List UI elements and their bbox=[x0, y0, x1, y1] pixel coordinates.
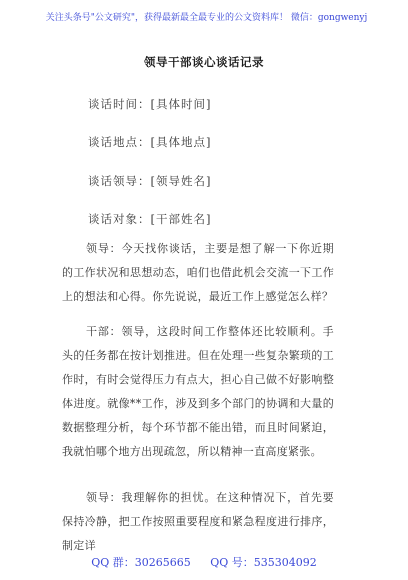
footer-contact bbox=[0, 554, 408, 570]
paragraph-leader-1: 领导：今天找你谈话，主要是想了解一下你近期的工作状况和思想动态，咱们也借此机会交流一下工作上的想法和心得。你先说说，最近工作上感觉怎么样？ bbox=[62, 242, 334, 303]
footer-qq-group: QQ 群：30265665 bbox=[91, 556, 191, 569]
footer-qq-number: QQ 号：535304092 bbox=[210, 556, 317, 569]
meta-location: 谈话地点：[具体地点] bbox=[88, 135, 212, 149]
paragraph-leader-2: 领导：我理解你的担忧。在这种情况下，首先要保持冷静，把工作按照重要程度和紧急程度进行排序，制定详 bbox=[62, 491, 334, 552]
document-title: 领导干部谈心谈话记录 bbox=[144, 55, 264, 69]
meta-subject: 谈话对象：[干部姓名] bbox=[88, 212, 212, 226]
paragraph-cadre-1: 干部：领导，这段时间工作整体还比较顺利。手头的任务都在按计划推进。但在处理一些复杂繁琐的工作时，有时会觉得压力有点大，担心自己做不好影响整体进度。就像**工作，涉及到多个部门的协调和大量的数据整理分析，每个环节都不能出错，而且时间紧迫，我就怕哪个地方出现疏忽，所以精神一直高度紧张。 bbox=[62, 325, 334, 458]
header-note: 关注头条号"公文研究"，获得最新最全最专业的公文资料库！ 微信：gongwenyj bbox=[45, 13, 368, 23]
meta-leader: 谈话领导：[领导姓名] bbox=[88, 174, 212, 188]
meta-time: 谈话时间：[具体时间] bbox=[88, 97, 212, 111]
